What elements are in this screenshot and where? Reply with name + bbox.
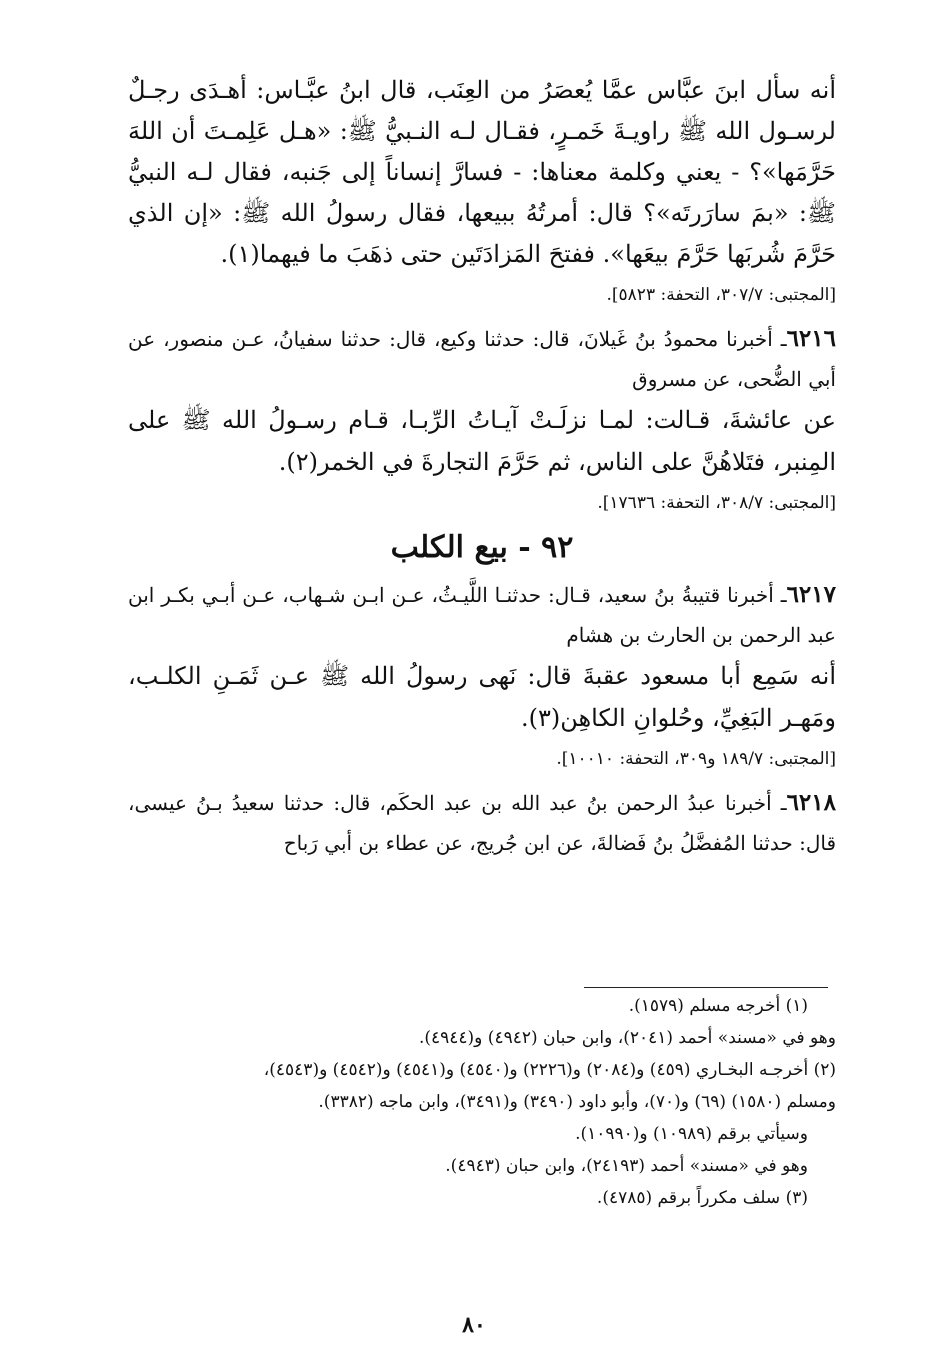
reference-line: [المجتبى: ١٨٩/٧ و٣٠٩، التحفة: ١٠٠١٠]. bbox=[556, 749, 836, 769]
hadith-6216-isnad bbox=[128, 319, 836, 399]
footnote-separator bbox=[584, 987, 828, 988]
hadith-6218-isnad bbox=[128, 783, 836, 863]
footnote-line: (٢) أخرجـه البخـاري (٤٥٩) و(٢٠٨٤) و(٢٢٢٦) و(٤٥٤٠) و(٤٥٤١) و(٤٥٤٢) و(٤٥٤٣)، bbox=[263, 1060, 836, 1080]
reference-line: [المجتبى: ٣٠٨/٧، التحفة: ١٧٦٣٦]. bbox=[597, 493, 836, 513]
page-number: ٨٠ bbox=[462, 1312, 486, 1338]
hadith-6217-matn: أنه سَمِع أبا مسعود عقبةَ قال: نَهى رسولُ الله ﷺ عـن ثَمَـنِ الكلـب، ومَهـر البَغِيِّ، وحُلوانِ الكاهِن(٣). bbox=[128, 662, 836, 732]
footnotes bbox=[128, 990, 836, 1214]
isnad-text: ـ أخبرنا عبدُ الرحمن بنُ عبد الله بن عبد الحكَم، قال: حدثنا سعيدُ بـنُ عيسى، قال: حدثنا المُفضَّلُ بنُ فَضالةَ، عن ابن جُريج، عن عطاء بن أبي رَباح bbox=[128, 791, 836, 855]
paragraph-opening bbox=[128, 70, 836, 275]
footnote-line: (٣) سلف مكرراً برقم (٤٧٨٥). bbox=[596, 1188, 808, 1208]
reference-line: [المجتبى: ٣٠٧/٧، التحفة: ٥٨٢٣]. bbox=[606, 285, 836, 305]
footnote-line: (١) أخرجه مسلم (١٥٧٩). bbox=[628, 996, 808, 1016]
footnote-line: ومسلم (١٥٨٠) (٦٩) و(٧٠)، وأبو داود (٣٤٩٠) و(٣٤٩١)، وابن ماجه (٣٣٨٢). bbox=[318, 1092, 836, 1112]
hadith-number: ٦٢١٧ bbox=[786, 581, 836, 608]
hadith-6216-matn: عن عائشةَ، قـالت: لمـا نزلَـتْ آيـاتُ الرِّبـا، قـام رسـولُ الله ﷺ على المِنبر، فتَلاهُنَّ على الناس، ثم حَرَّمَ التجارةَ في الخمر(٢). bbox=[128, 406, 836, 476]
main-text-block bbox=[128, 70, 836, 863]
chapter-heading: ٩٢ - بيع الكلب bbox=[390, 530, 574, 565]
hadith-6217-isnad bbox=[128, 575, 836, 655]
paragraph-text: أنه سأل ابنَ عبَّاس عمَّا يُعصَرُ من العِنَب، قال ابنُ عبَّـاس: أهـدَى رجـلٌ لرسـول الله ﷺ راويـةَ خَمـرٍ، فقـال لـه النـبيُّ ﷺ: «هـل عَلِمـتَ أن اللهَ حَرَّمَها»؟ - يعني وكلمة معناها: - فسارَّ إنساناً إلى جَنبه، فقال لـه النبيُّ ﷺ: «بمَ سارَرتَه»؟ قال: أمرتُهُ ببيعها، فقال رسولُ الله ﷺ: «إن الذي حَرَّمَ شُربَها حَرَّمَ بيعَها». ففتحَ المَزادَتَين حتى ذهَبَ ما فيهما(١). bbox=[128, 76, 836, 268]
isnad-text: ـ أخبرنا قتيبةُ بنُ سعيد، قـال: حدثنـا اللَّيـثُ، عـن ابـن شـهاب، عـن أبـي بكـر ابن عبد الرحمن بن الحارث بن هشام bbox=[128, 583, 836, 647]
isnad-text: ـ أخبرنا محمودُ بنُ غَيلانَ، قال: حدثنا وكيع، قال: حدثنا سفيانُ، عـن منصور، عن أبي الضُّحى، عن مسروق bbox=[128, 327, 836, 391]
footnote-line: وهو في «مسند» أحمد (٢٤١٩٣)، وابن حبان (٤٩٤٣). bbox=[445, 1156, 808, 1176]
footnote-line: وهو في «مسند» أحمد (٢٠٤١)، وابن حبان (٤٩٤٢) و(٤٩٤٤). bbox=[418, 1028, 836, 1048]
hadith-number: ٦٢١٦ bbox=[786, 325, 836, 352]
hadith-number: ٦٢١٨ bbox=[786, 789, 836, 816]
footnote-line: وسيأتي برقم (١٠٩٨٩) و(١٠٩٩٠). bbox=[575, 1124, 808, 1144]
